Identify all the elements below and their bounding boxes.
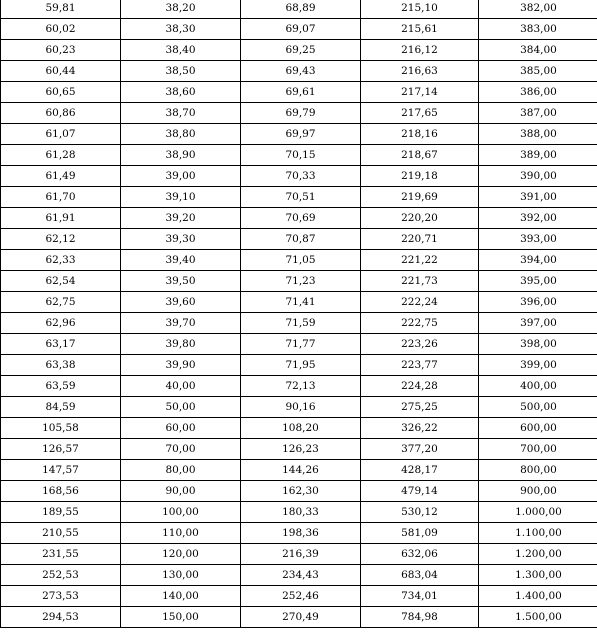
- table-cell: 70,15: [241, 145, 361, 166]
- table-row: [1, 145, 597, 166]
- table-cell: 273,53: [1, 586, 121, 607]
- table-cell: 377,20: [361, 439, 479, 460]
- table-cell: 69,79: [241, 103, 361, 124]
- table-cell: 130,00: [121, 565, 241, 586]
- table-cell: 38,30: [121, 19, 241, 40]
- table-cell: 69,97: [241, 124, 361, 145]
- table-cell: 218,16: [361, 124, 479, 145]
- table-cell: 399,00: [479, 355, 597, 376]
- table-cell: 60,23: [1, 40, 121, 61]
- table-cell: 60,00: [121, 418, 241, 439]
- table-cell: 69,43: [241, 61, 361, 82]
- table-cell: 63,17: [1, 334, 121, 355]
- table-cell: 105,58: [1, 418, 121, 439]
- table-cell: 734,01: [361, 586, 479, 607]
- table-row: [1, 460, 597, 481]
- table-cell: 900,00: [479, 481, 597, 502]
- table-cell: 223,77: [361, 355, 479, 376]
- table-cell: 393,00: [479, 229, 597, 250]
- table-cell: 1.100,00: [479, 523, 597, 544]
- table-cell: 90,16: [241, 397, 361, 418]
- table-cell: 162,30: [241, 481, 361, 502]
- table-cell: 69,25: [241, 40, 361, 61]
- table-cell: 69,61: [241, 82, 361, 103]
- table-cell: 1.300,00: [479, 565, 597, 586]
- table-cell: 428,17: [361, 460, 479, 481]
- table-cell: 275,25: [361, 397, 479, 418]
- table-row: [1, 502, 597, 523]
- table-cell: 63,59: [1, 376, 121, 397]
- table-cell: 395,00: [479, 271, 597, 292]
- table-cell: 69,07: [241, 19, 361, 40]
- table-cell: 217,65: [361, 103, 479, 124]
- table-cell: 39,60: [121, 292, 241, 313]
- table-cell: 71,41: [241, 292, 361, 313]
- table-cell: 231,55: [1, 544, 121, 565]
- table-row: [1, 292, 597, 313]
- table-cell: 224,28: [361, 376, 479, 397]
- table-row: [1, 607, 597, 628]
- table-cell: 326,22: [361, 418, 479, 439]
- table-cell: 198,36: [241, 523, 361, 544]
- table-cell: 62,33: [1, 250, 121, 271]
- table-cell: 216,63: [361, 61, 479, 82]
- table-cell: 61,70: [1, 187, 121, 208]
- table-cell: 71,59: [241, 313, 361, 334]
- table-cell: 70,69: [241, 208, 361, 229]
- table-cell: 61,07: [1, 124, 121, 145]
- table-cell: 59,81: [1, 0, 121, 19]
- table-cell: 382,00: [479, 0, 597, 19]
- table-row: [1, 544, 597, 565]
- table-cell: 221,22: [361, 250, 479, 271]
- table-row: [1, 565, 597, 586]
- table-cell: 222,24: [361, 292, 479, 313]
- table-cell: 252,53: [1, 565, 121, 586]
- table-cell: 100,00: [121, 502, 241, 523]
- table-cell: 215,61: [361, 19, 479, 40]
- table-cell: 72,13: [241, 376, 361, 397]
- table-cell: 385,00: [479, 61, 597, 82]
- table-cell: 62,54: [1, 271, 121, 292]
- table-cell: 189,55: [1, 502, 121, 523]
- table-row: [1, 334, 597, 355]
- table-cell: 126,23: [241, 439, 361, 460]
- table-row: [1, 124, 597, 145]
- table-cell: 396,00: [479, 292, 597, 313]
- table-row: [1, 481, 597, 502]
- table-cell: 479,14: [361, 481, 479, 502]
- table-cell: 683,04: [361, 565, 479, 586]
- table-body: [1, 0, 597, 628]
- table-cell: 39,50: [121, 271, 241, 292]
- table-cell: 500,00: [479, 397, 597, 418]
- table-cell: 581,09: [361, 523, 479, 544]
- table-cell: 62,12: [1, 229, 121, 250]
- table-cell: 216,39: [241, 544, 361, 565]
- table-cell: 70,87: [241, 229, 361, 250]
- table-cell: 220,71: [361, 229, 479, 250]
- table-cell: 60,44: [1, 61, 121, 82]
- table-cell: 61,91: [1, 208, 121, 229]
- table-cell: 90,00: [121, 481, 241, 502]
- table-cell: 383,00: [479, 19, 597, 40]
- table-cell: 219,69: [361, 187, 479, 208]
- table-cell: 180,33: [241, 502, 361, 523]
- table-cell: 800,00: [479, 460, 597, 481]
- table-row: [1, 355, 597, 376]
- table-cell: 700,00: [479, 439, 597, 460]
- table-cell: 39,30: [121, 229, 241, 250]
- table-cell: 71,23: [241, 271, 361, 292]
- table-row: [1, 523, 597, 544]
- table-cell: 61,28: [1, 145, 121, 166]
- table-cell: 387,00: [479, 103, 597, 124]
- table-cell: 1.200,00: [479, 544, 597, 565]
- table-cell: 40,00: [121, 376, 241, 397]
- table-cell: 216,12: [361, 40, 479, 61]
- table-cell: 215,10: [361, 0, 479, 19]
- table-cell: 223,26: [361, 334, 479, 355]
- table-cell: 71,95: [241, 355, 361, 376]
- table-row: [1, 376, 597, 397]
- table-cell: 126,57: [1, 439, 121, 460]
- table-row: [1, 250, 597, 271]
- table-cell: 39,20: [121, 208, 241, 229]
- table-cell: 784,98: [361, 607, 479, 628]
- table-cell: 38,80: [121, 124, 241, 145]
- table-cell: 108,20: [241, 418, 361, 439]
- table-row: [1, 229, 597, 250]
- table-row: [1, 61, 597, 82]
- table-cell: 398,00: [479, 334, 597, 355]
- table-cell: 384,00: [479, 40, 597, 61]
- table-row: [1, 439, 597, 460]
- table-cell: 147,57: [1, 460, 121, 481]
- table-cell: 84,59: [1, 397, 121, 418]
- table-cell: 140,00: [121, 586, 241, 607]
- table-cell: 61,49: [1, 166, 121, 187]
- table-cell: 62,75: [1, 292, 121, 313]
- table-cell: 217,14: [361, 82, 479, 103]
- table-row: [1, 103, 597, 124]
- table-cell: 80,00: [121, 460, 241, 481]
- table-row: [1, 586, 597, 607]
- table-row: [1, 271, 597, 292]
- table-cell: 168,56: [1, 481, 121, 502]
- table-cell: 150,00: [121, 607, 241, 628]
- table-row: [1, 166, 597, 187]
- table-cell: 389,00: [479, 145, 597, 166]
- table-cell: 39,80: [121, 334, 241, 355]
- table-cell: 221,73: [361, 271, 479, 292]
- table-cell: 294,53: [1, 607, 121, 628]
- table-cell: 60,65: [1, 82, 121, 103]
- table-cell: 70,51: [241, 187, 361, 208]
- table-cell: 632,06: [361, 544, 479, 565]
- table-cell: 38,40: [121, 40, 241, 61]
- table-row: [1, 19, 597, 40]
- table-cell: 219,18: [361, 166, 479, 187]
- table-row: [1, 187, 597, 208]
- table-cell: 1.000,00: [479, 502, 597, 523]
- table-row: [1, 82, 597, 103]
- table-cell: 38,90: [121, 145, 241, 166]
- table-cell: 218,67: [361, 145, 479, 166]
- table-cell: 38,60: [121, 82, 241, 103]
- table-cell: 400,00: [479, 376, 597, 397]
- table-cell: 270,49: [241, 607, 361, 628]
- table-cell: 71,05: [241, 250, 361, 271]
- table-cell: 1.400,00: [479, 586, 597, 607]
- table-cell: 120,00: [121, 544, 241, 565]
- table-cell: 50,00: [121, 397, 241, 418]
- table-cell: 1.500,00: [479, 607, 597, 628]
- table-cell: 39,10: [121, 187, 241, 208]
- table-cell: 210,55: [1, 523, 121, 544]
- table-cell: 144,26: [241, 460, 361, 481]
- table-cell: 39,40: [121, 250, 241, 271]
- table-row: [1, 313, 597, 334]
- table-cell: 70,00: [121, 439, 241, 460]
- table-cell: 394,00: [479, 250, 597, 271]
- table-cell: 390,00: [479, 166, 597, 187]
- table-cell: 388,00: [479, 124, 597, 145]
- table-cell: 392,00: [479, 208, 597, 229]
- table-cell: 63,38: [1, 355, 121, 376]
- table-cell: 39,00: [121, 166, 241, 187]
- table-cell: 62,96: [1, 313, 121, 334]
- table-cell: 39,70: [121, 313, 241, 334]
- table-row: [1, 397, 597, 418]
- table-cell: 234,43: [241, 565, 361, 586]
- table-cell: 386,00: [479, 82, 597, 103]
- table-cell: 397,00: [479, 313, 597, 334]
- table-cell: 38,20: [121, 0, 241, 19]
- table-row: [1, 208, 597, 229]
- table-cell: 39,90: [121, 355, 241, 376]
- table-cell: 110,00: [121, 523, 241, 544]
- table-cell: 71,77: [241, 334, 361, 355]
- table-cell: 38,70: [121, 103, 241, 124]
- table-cell: 60,02: [1, 19, 121, 40]
- table-cell: 222,75: [361, 313, 479, 334]
- table-cell: 391,00: [479, 187, 597, 208]
- table-row: [1, 0, 597, 19]
- table-row: [1, 40, 597, 61]
- table-cell: 70,33: [241, 166, 361, 187]
- table-cell: 60,86: [1, 103, 121, 124]
- table-cell: 68,89: [241, 0, 361, 19]
- table-cell: 38,50: [121, 61, 241, 82]
- table-cell: 220,20: [361, 208, 479, 229]
- table-cell: 252,46: [241, 586, 361, 607]
- table-row: [1, 418, 597, 439]
- table-cell: 600,00: [479, 418, 597, 439]
- table-cell: 530,12: [361, 502, 479, 523]
